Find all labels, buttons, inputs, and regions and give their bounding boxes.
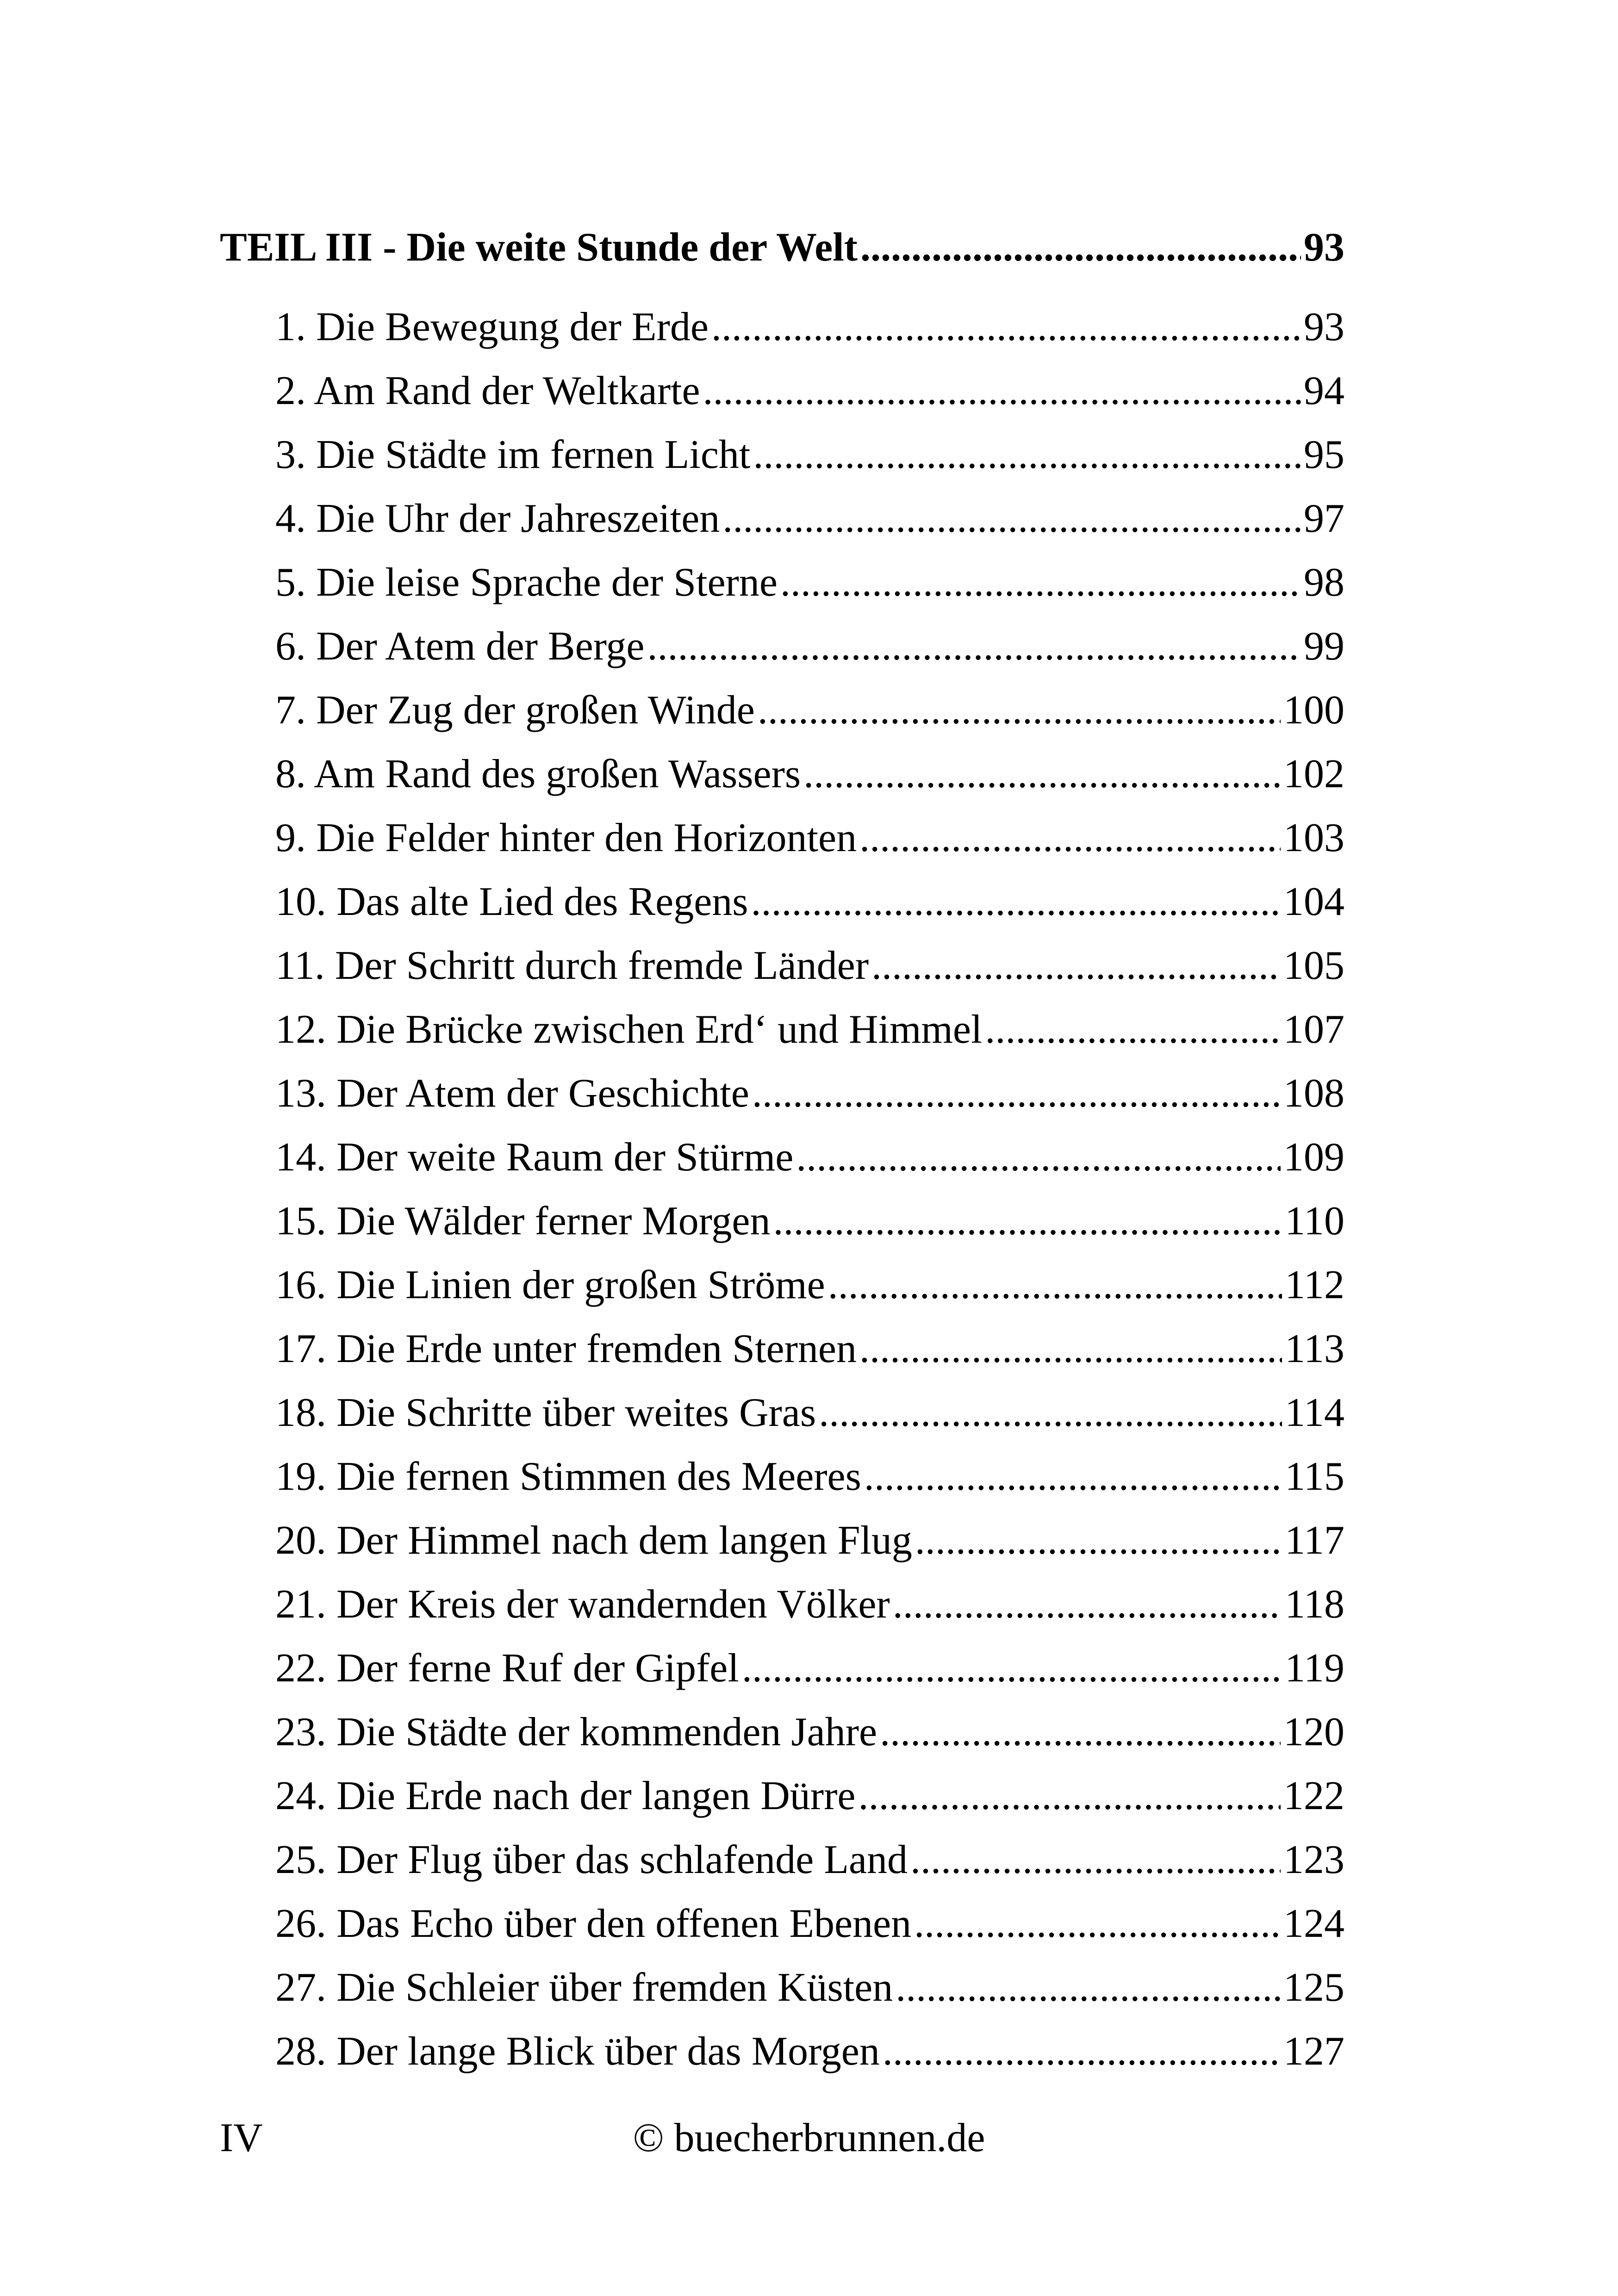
entry-title: 5. Die leise Sprache der Sterne [275,560,778,605]
part-title: TEIL III - Die weite Stunde der Welt [220,225,858,270]
toc-entry [275,998,1344,1062]
entry-page-number: 105 [1283,943,1344,988]
dot-leader [711,295,1301,359]
entry-title: 8. Am Rand des großen Wassers [275,752,801,796]
entry-page-number: 113 [1285,1326,1344,1371]
entry-page-number: 100 [1283,688,1344,733]
toc-entry [275,1509,1344,1573]
entry-title: 4. Die Uhr der Jahreszeiten [275,496,720,541]
footer-page-number: IV [220,2116,263,2160]
dot-leader [896,1956,1281,2020]
dot-leader [752,1062,1281,1126]
toc-part-heading [220,218,1344,278]
dot-leader [880,1700,1281,1764]
entry-title: 23. Die Städte der kommenden Jahre [275,1710,877,1755]
toc-entry [275,1956,1344,2020]
dot-leader [780,551,1301,615]
entry-title: 25. Der Flug über das schlafende Land [275,1837,908,1882]
entry-title: 11. Der Schritt durch fremde Länder [275,943,869,988]
dot-leader [828,1253,1282,1317]
dot-leader [722,487,1301,551]
toc-entry [275,423,1344,487]
entry-title: 20. Der Himmel nach dem langen Flug [275,1518,912,1563]
dot-leader [864,1445,1282,1509]
entry-page-number: 107 [1283,1007,1344,1052]
entry-page-number: 102 [1283,752,1344,796]
dot-leader [985,998,1281,1062]
toc-entry [275,1828,1344,1892]
toc-entry [275,1317,1344,1381]
entry-page-number: 124 [1283,1901,1344,1946]
toc-entry [275,295,1344,359]
entry-title: 15. Die Wälder ferner Morgen [275,1199,771,1244]
toc-entry [275,551,1344,615]
entry-page-number: 122 [1283,1773,1344,1818]
entry-title: 22. Der ferne Ruf der Gipfel [275,1646,739,1691]
entry-title: 16. Die Linien der großen Ströme [275,1263,825,1307]
entry-page-number: 125 [1283,1965,1344,2010]
toc-entry [275,2020,1344,2084]
entry-page-number: 123 [1283,1837,1344,1882]
dot-leader [819,1381,1282,1445]
entry-page-number: 120 [1283,1710,1344,1755]
toc-entry [275,1700,1344,1764]
toc-entry [275,678,1344,742]
dot-leader [796,1126,1281,1189]
entry-title: 6. Der Atem der Berge [275,624,645,669]
dot-leader [742,1636,1282,1700]
entry-page-number: 94 [1304,368,1344,413]
toc-entry [275,615,1344,678]
entry-title: 2. Am Rand der Weltkarte [275,368,700,413]
dot-leader [859,1317,1282,1381]
entry-page-number: 127 [1283,2029,1344,2074]
entry-title: 28. Der lange Blick über das Morgen [275,2029,880,2074]
toc-entry [275,1636,1344,1700]
entry-page-number: 112 [1285,1263,1344,1307]
entry-page-number: 119 [1285,1646,1344,1691]
dot-leader [803,742,1281,806]
dot-leader [893,1573,1282,1636]
footer-copyright: © buecherbrunnen.de [633,2116,985,2160]
dot-leader [860,218,1301,278]
toc-entry [275,359,1344,423]
entry-title: 24. Die Erde nach der langen Dürre [275,1773,856,1818]
entry-page-number: 115 [1285,1454,1344,1499]
entry-title: 27. Die Schleier über fremden Küsten [275,1965,893,2010]
dot-leader [858,1764,1281,1828]
entry-page-number: 99 [1304,624,1344,669]
toc-entry [275,1189,1344,1253]
toc-entry [275,806,1344,870]
toc-entry [275,1764,1344,1828]
entry-title: 21. Der Kreis der wandernden Völker [275,1582,890,1627]
toc-entries [275,295,1344,2084]
entry-page-number: 93 [1304,305,1344,349]
entry-page-number: 98 [1304,560,1344,605]
toc-entry [275,1253,1344,1317]
dot-leader [859,806,1281,870]
entry-page-number: 109 [1283,1135,1344,1180]
entry-page-number: 118 [1285,1582,1344,1627]
toc-entry [275,1573,1344,1636]
entry-title: 17. Die Erde unter fremden Sternen [275,1326,857,1371]
entry-title: 12. Die Brücke zwischen Erd‘ und Himmel [275,1007,983,1052]
entry-page-number: 103 [1283,815,1344,860]
dot-leader [910,1828,1281,1892]
table-of-contents [220,218,1344,2084]
dot-leader [915,1509,1282,1573]
dot-leader [751,870,1281,934]
entry-page-number: 110 [1285,1199,1344,1244]
dot-leader [914,1892,1281,1956]
toc-entry [275,870,1344,934]
entry-page-number: 108 [1283,1071,1344,1116]
toc-entry [275,1892,1344,1956]
entry-title: 10. Das alte Lied des Regens [275,879,748,924]
entry-page-number: 117 [1285,1518,1344,1563]
toc-entry [275,742,1344,806]
toc-entry [275,487,1344,551]
entry-title: 26. Das Echo über den offenen Ebenen [275,1901,912,1946]
entry-page-number: 114 [1285,1390,1344,1435]
toc-entry [275,934,1344,998]
dot-leader [647,615,1301,678]
entry-title: 14. Der weite Raum der Stürme [275,1135,794,1180]
entry-page-number: 104 [1283,879,1344,924]
toc-entry [275,1126,1344,1189]
entry-title: 19. Die fernen Stimmen des Meeres [275,1454,861,1499]
entry-title: 13. Der Atem der Geschichte [275,1071,749,1116]
dot-leader [703,359,1301,423]
dot-leader [753,423,1301,487]
entry-page-number: 97 [1304,496,1344,541]
toc-entry [275,1062,1344,1126]
entry-title: 18. Die Schritte über weites Gras [275,1390,816,1435]
entry-title: 9. Die Felder hinter den Horizonten [275,815,857,860]
entry-title: 1. Die Bewegung der Erde [275,305,709,349]
entry-title: 3. Die Städte im fernen Licht [275,432,751,477]
entry-title: 7. Der Zug der großen Winde [275,688,755,733]
dot-leader [773,1189,1282,1253]
toc-entry [275,1445,1344,1509]
dot-leader [758,678,1281,742]
part-page-number: 93 [1304,225,1344,270]
toc-entry [275,1381,1344,1445]
entry-page-number: 95 [1304,432,1344,477]
dot-leader [883,2020,1281,2084]
dot-leader [871,934,1281,998]
